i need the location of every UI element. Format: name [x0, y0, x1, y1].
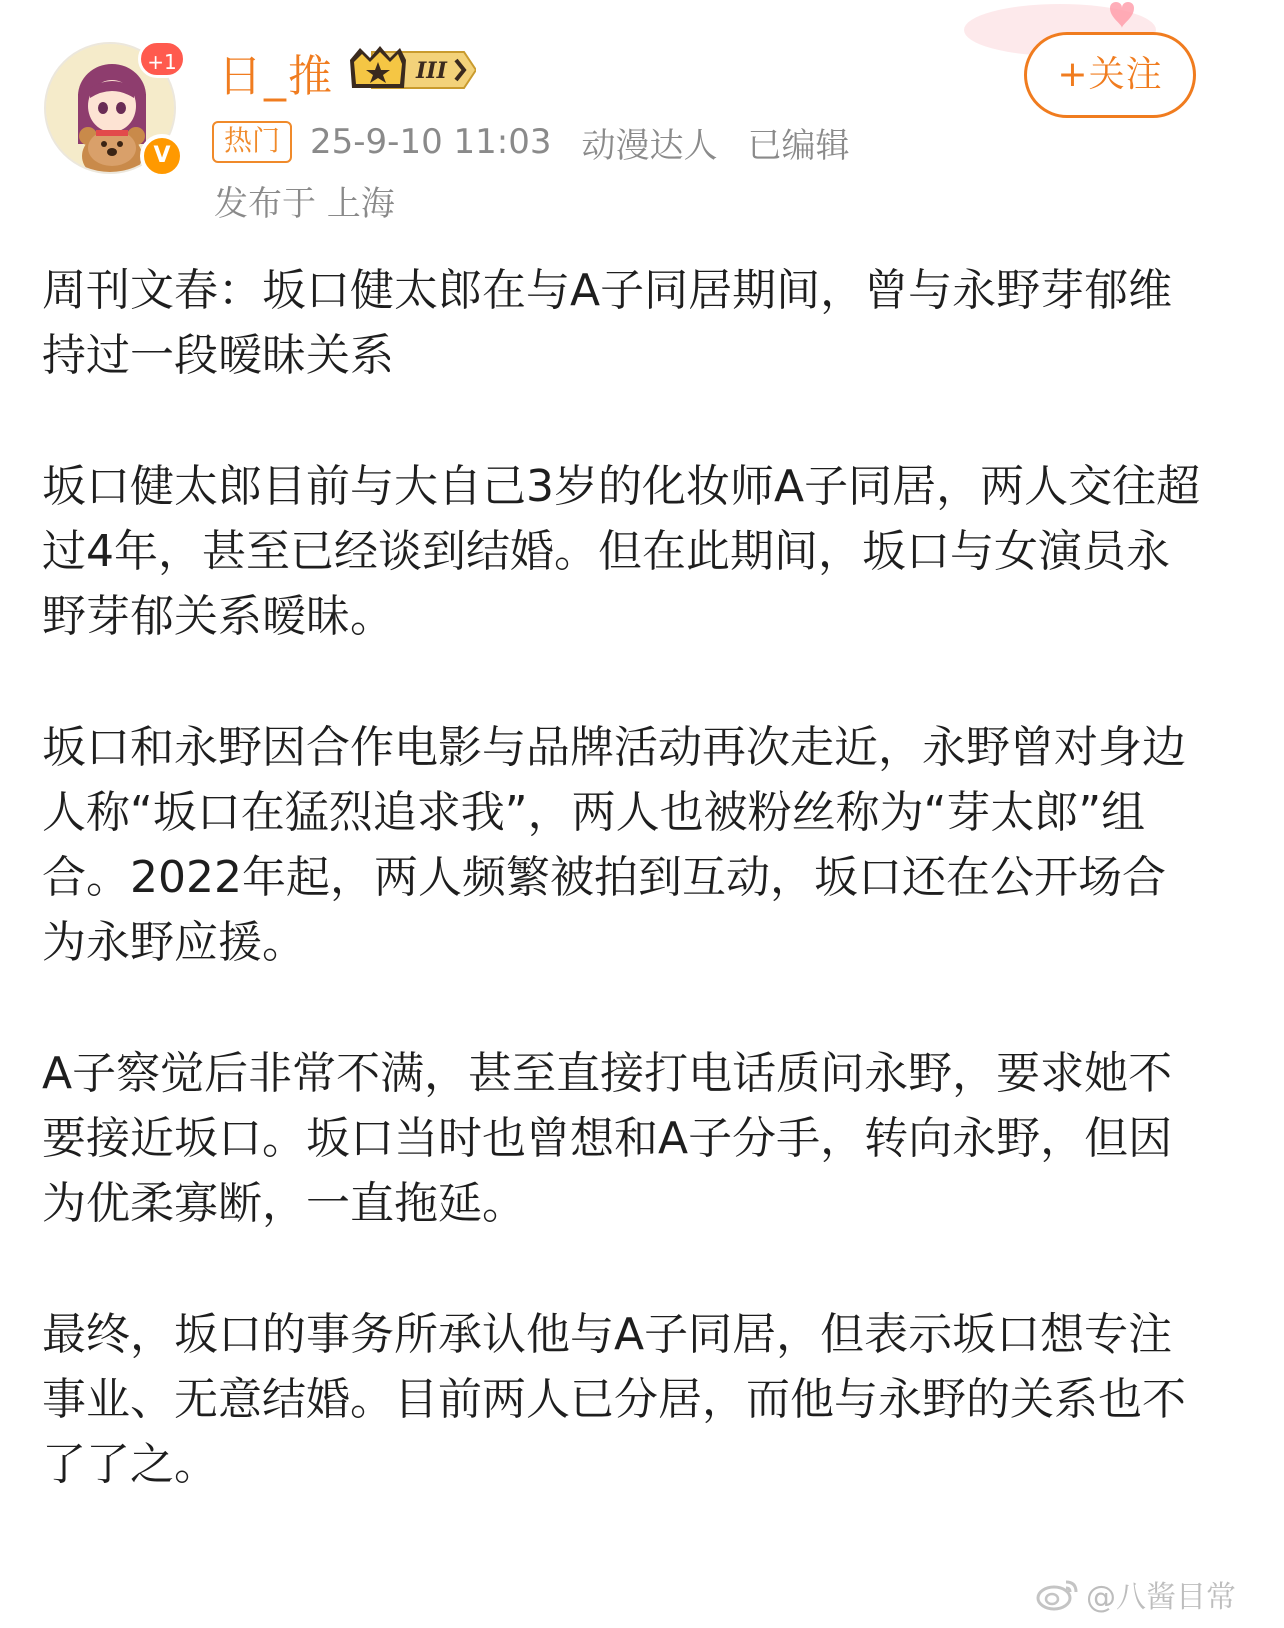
avatar-container[interactable] — [44, 42, 176, 174]
hot-tag[interactable]: 热门 — [212, 121, 292, 163]
notification-badge: +1 — [138, 40, 186, 78]
vip-crown-badge-icon — [344, 40, 476, 98]
post-paragraph: 坂口和永野因合作电影与品牌活动再次走近，永野曾对身边人称“坂口在猛烈追求我”，两人也被粉丝称为“芽太郎”组合。2022年起，两人频繁被拍到互动，坂口还在公开场合为永野应援。 — [42, 722, 1186, 968]
watermark-text: @八酱目常 — [1086, 1580, 1236, 1615]
post-paragraph: A子察觉后非常不满，甚至直接打电话质问永野，要求她不要接近坂口。坂口当时也曾想和A子分手，转向永野，但因为优柔寡断，一直拖延。 — [42, 1048, 1173, 1229]
weibo-logo-icon — [1036, 1576, 1080, 1612]
post-paragraph: 最终，坂口的事务所承认他与A子同居，但表示坂口想专注事业、无意结婚。目前两人已分居，而他与永野的关系也不了了之。 — [42, 1309, 1186, 1490]
follow-button[interactable]: +关注 — [1024, 32, 1196, 118]
verified-badge-icon: V — [140, 134, 184, 178]
vip-level-text: III — [416, 58, 447, 84]
post-body — [42, 258, 1202, 1563]
watermark — [1036, 1572, 1236, 1616]
post-location: 发布于 上海 — [214, 184, 395, 224]
post-header — [0, 0, 1284, 240]
post-meta — [212, 120, 850, 164]
post-time: 25-9-10 11:03 — [310, 122, 552, 162]
post-paragraph: 坂口健太郎目前与大自己3岁的化妆师A子同居，两人交往超过4年，甚至已经谈到结婚。但在此期间，坂口与女演员永野芽郁关系暧昧。 — [42, 461, 1201, 642]
user-category: 动漫达人 — [581, 125, 718, 166]
post-paragraph: 周刊文春：坂口健太郎在与A子同居期间，曾与永野芽郁维持过一段暧昧关系 — [42, 265, 1173, 381]
username[interactable]: 日_推 — [218, 51, 334, 102]
edited-label[interactable]: 已编辑 — [747, 125, 850, 166]
